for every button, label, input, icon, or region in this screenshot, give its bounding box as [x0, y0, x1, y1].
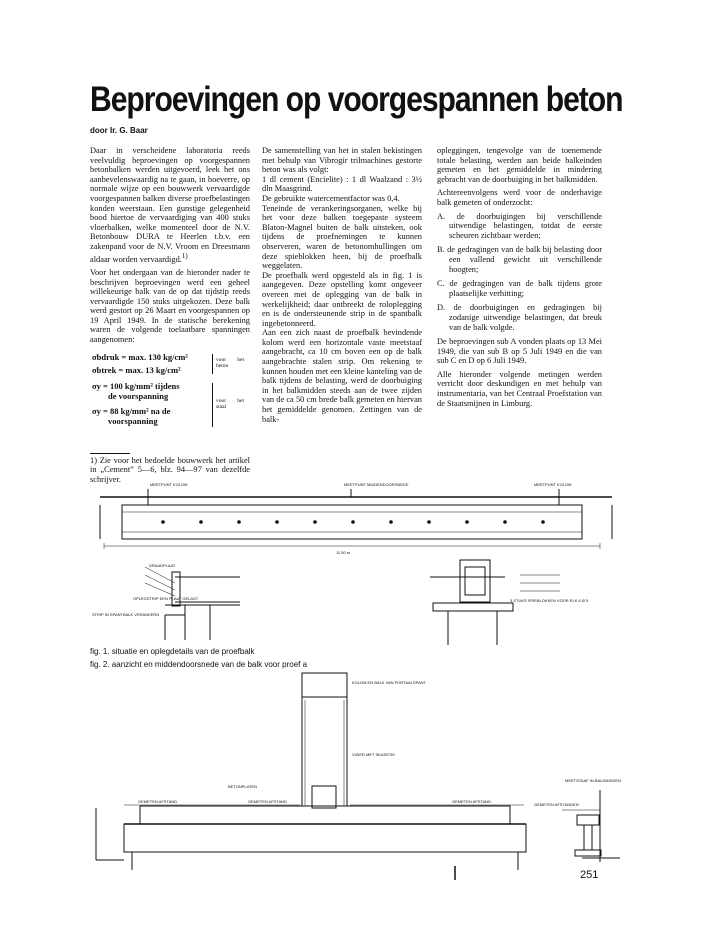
author-byline: door Ir. G. Baar	[90, 126, 148, 135]
formula-compression: σbdruk = max. 130 kg/cm²	[92, 351, 188, 362]
fig2-label-gemeten-afstanden: GEMETEN AFSTANDEN	[534, 802, 579, 807]
formula-tension: σbtrek = max. 13 kg/cm²	[92, 364, 181, 375]
fig1-label-left: MEETPUNT KOLOM	[150, 482, 188, 487]
paragraph: Daar in verscheidene laboratoria reeds veelvuldig beproevingen op voorgespannen betonbalken werden uitgevoerd, leek het ons aanbevelenswaardig na te gaan, in hoeverre, op normale wijze op een bouwwerk vervaardigde voorgespannen balken diverse proefbelastingen konden weerstaan. Een gunstige gelegenheid bood hiertoe de vervaardiging van 400 stuks vloerbalken, welke momenteel door de N.V. Betonbouw DURA te Heerlen t.b.v. een zakenpand voor de N.V. Vroom en Dreesmann aldaar worden vervaardigd.$^{1)}$	[90, 146, 250, 264]
article-title: Beproevingen op voorgespannen beton	[90, 80, 623, 119]
mix-line: De gebruikte watercementfactor was 0,4.	[262, 193, 400, 203]
paragraph: Voor het ondergaan van de hieronder nader te beschrijven beproevingen werd een geheel willekeurige balk van de op dat tijdstip reeds vervaardigde 150 stuks uitgekozen. Deze balk werd gestort op 26 Maart en voorgespannen op 19 April 1949. In de statische berekening waren de volgende toelaatbare spanningen aangenomen:	[90, 267, 250, 345]
formula-steel-during: σy = 100 kg/mm² tijdens	[92, 380, 180, 391]
fig2-label-kolom: KOLOM EN BALK VAN PORTAALSPANT	[352, 680, 426, 685]
figure-caption-2: fig. 2. aanzicht en middendoorsnede van de balk voor proef a	[90, 660, 308, 669]
formula-steel-after-cont: voorspanning	[108, 415, 158, 426]
paragraph: opleggingen, tengevolge van de toenemende totale belasting, werden aan beide balkeinden gemeten en het gemiddelde in mindering gebracht van de doorbuiging in het balkmidden.	[437, 146, 602, 184]
fig1-label-oplegstrip: OPLEGSTRIP EEN PLAAT GELAST	[133, 596, 199, 601]
fig2-elevation	[96, 673, 526, 880]
page-number: 251	[580, 869, 599, 881]
mix-line: 1 dl cement (Encielite) : 1 dl Waalzand : 3½ dln Maasgrind.	[262, 174, 422, 194]
list-item: A. de doorbuigingen bij verschillende uitwendige belastingen, totdat de eerste scheuren zichtbaar werden;	[437, 211, 602, 240]
fig2-cross-section	[562, 790, 620, 862]
formula-steel-after: σy = 88 kg/mm² na de	[92, 405, 171, 416]
fig1-label-mid: MEETPUNT MIDDENDOORSNEDE	[344, 482, 409, 487]
fig2-label-gemeten-left: GEMETEN AFSTAND	[138, 799, 178, 804]
fig1-left-support-detail	[145, 567, 240, 640]
list-item: D. de doorbuigingen en gedragingen bij zodanige uitwendige belastingen, dat breuk van de balk volgde.	[437, 303, 602, 332]
fig2-label-betonplaten: BETONPLATEN	[228, 784, 257, 789]
fig2-label-vizier: VIZIER MET SKASSTIK	[352, 752, 396, 757]
paragraph: De samenstelling van het in stalen bekistingen met behulp van Vibrogir trilmachines gestorte beton was als volgt:	[262, 146, 422, 175]
fig1-label-right: MEETPUNT KOLOM	[534, 482, 572, 487]
fig1-label-draadplaat: DRAADPLAAT	[149, 563, 176, 568]
list-item: C. de gedragingen van de balk tijdens grote plaatselijke verhitting;	[437, 279, 602, 298]
formula-steel-during-cont: de voorspanning	[108, 390, 169, 401]
footnote-ref: 1)	[181, 251, 188, 260]
paragraph: De beproevingen sub A vonden plaats op 13 Mei 1949, die van sub B op 5 Juli 1949 en die van sub C en D op 6 Juli 1949.	[437, 337, 602, 366]
fig2-label-gemeten-right: GEMETEN AFSTAND	[452, 799, 492, 804]
fig2-label-gemeten-mid: GEMETEN AFSTAND	[248, 799, 288, 804]
paragraph: Achtereenvolgens werd voor de onderhavige balk gemeten of onderzocht:	[437, 188, 602, 207]
fig1-label-spieblokken: 3 STUKS SPIEBLOKKEN VOOR ELK 6 Ø 5	[510, 598, 589, 603]
figure-caption-1: fig. 1. situatie en oplegdetails van de proefbalk	[90, 647, 255, 656]
paragraph: Teneinde de verankeringsorganen, welke bij het voor deze balken toegepaste systeem Blaton-Magnel buiten de balk uitsteken, ook tijdens de proefnemingen te kunnen observeren, waren de betonomhullingen om deze spieblokken heen, bij de proefbalk weggelaten.	[262, 203, 422, 271]
paragraph: Alle hieronder volgende metingen werden verricht door deskundigen en met behulp van instrumentaria, van het Centraal Proefstation van de Staatsmijnen in Limburg.	[437, 369, 602, 408]
fig1-label-strip: STRIP IN SPANTBALK VERANKERD	[92, 612, 160, 617]
fig1-beam-elevation	[100, 489, 612, 549]
list-item: B. de gedragingen van de balk bij belasting door een vallend gewicht uit verschillende hoogten;	[437, 245, 602, 274]
paragraph: Aan een zich naast de proefbalk bevindende kolom werd een horizontale vaste meetstaaf aangebracht, ca 10 cm boven een op de balk aangebrachte stalen strip. Om rekening te kunnen houden met een kleine kanteling van de balk tijdens de belasting, werd de doorbuiging in het balkmidden steeds aan de twee zijden van de ca 50 cm brede balk gemeten en hiervan het gemiddelde genomen. Zettingen van de balk-	[262, 328, 422, 424]
fig2-label-meetstaaf: MEETSTAAF IN BALKMIDDEN	[565, 778, 621, 783]
note-staal: voor het staal	[216, 397, 244, 410]
note-beton: voor het beton	[216, 356, 244, 369]
footnote: 1) Zie voor het bedoelde bouwwerk het artikel in „Cement” 5—6, blz. 94—97 van dezelfde schrijver.	[90, 455, 250, 484]
fig1-dimension: 11.50 m	[336, 550, 351, 555]
paragraph: De proefbalk werd opgesteld als in fig. 1 is aangegeven. Deze opstelling komt ongeveer overeen met de oplegging van de balk in werkelijkheid; daar ontbreekt de roloplegging en is de ondersteunende strip in de spantbalk ingebetonneerd.	[262, 270, 422, 328]
